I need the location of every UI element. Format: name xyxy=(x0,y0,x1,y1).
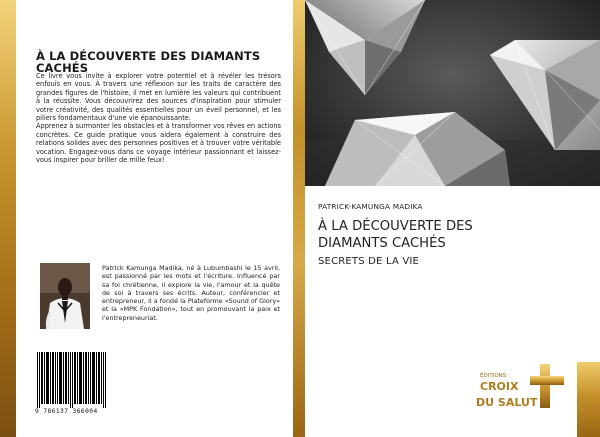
description-paragraph-1: Ce livre vous invite à explorer votre potentiel et à révéler les trésors enfouis en vous. À travers une réflexion sur les traits de caractère des grandes figures de l'histoire, il met en lumière les valeurs qui contribuent à la réussite. Vous découvrirez des sources d'inspiration pour stimuler votre créativité, des qualités essentielles pour un éveil personnel, et les piliers fondamentaux d'une vie épanouissante. xyxy=(36,72,281,123)
gold-edge-right xyxy=(577,362,600,437)
diamonds-illustration xyxy=(305,0,600,186)
front-subtitle: SECRETS DE LA VIE xyxy=(318,256,420,267)
gold-edge-left xyxy=(0,0,16,437)
front-title xyxy=(318,219,578,252)
back-cover-title: À LA DÉCOUVERTE DES DIAMANTS CACHÉS xyxy=(36,49,261,75)
cross-icon xyxy=(540,364,550,408)
isbn-number: 9 786137 366004 xyxy=(35,408,98,415)
author-photo-illustration xyxy=(40,263,90,329)
front-title-line-2: DIAMANTS CACHÉS xyxy=(318,235,446,251)
front-title-line-1: À LA DÉCOUVERTE DES xyxy=(318,219,473,234)
publisher-line-1: ÉDITIONS xyxy=(480,373,507,379)
back-cover-description xyxy=(36,72,281,164)
author-photo xyxy=(40,263,90,329)
publisher-logo xyxy=(476,362,576,412)
barcode xyxy=(36,352,108,408)
description-paragraph-2: Apprenez à surmonter les obstacles et à transformer vos rêves en actions concrètes. Ce guide pratique vous aidera également à construire des relations solides avec des personnes positives et à trouver votre véritable vocation. Engagez-vous dans ce voyage intérieur passionnant et laissez-vous inspirer pour briller de mille feux! xyxy=(36,122,281,165)
diamonds-image xyxy=(305,0,600,186)
author-bio: Patrick Kamunga Madika, né à Lubumbashi le 15 avril, est passionné par les mots et l'écriture. Influencé par sa foi chrétienne, il explore la vie, l'amour et la quête de soi à travers ses écrits. Auteur, conférencier et entrepreneur, il a fondé la Plateforme «Sound of Glory» et la «MPK Fondation», tout en promouvant la paix et l'entrepreneuriat. xyxy=(102,264,280,322)
publisher-line-3: DU SALUT xyxy=(476,396,538,409)
book-spine xyxy=(293,0,305,437)
publisher-line-2: CROIX xyxy=(480,380,519,393)
front-author-name: PATRICK-KAMUNGA MADIKA xyxy=(318,202,423,211)
